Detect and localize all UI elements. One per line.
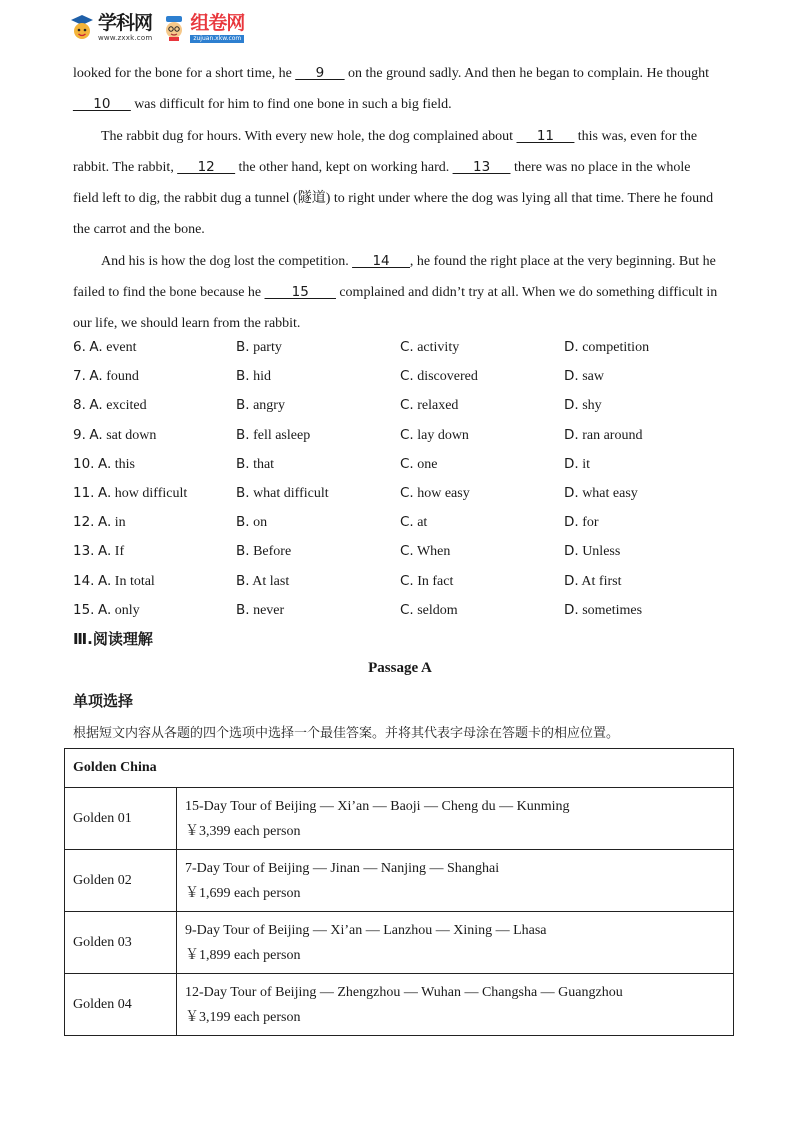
option-text: When (416, 544, 451, 560)
option-text: excited (106, 398, 147, 414)
option-a[interactable] (73, 508, 236, 537)
option-letter: B. (236, 339, 250, 355)
passage-text: there was no place in the whole (510, 159, 691, 175)
option-text: At last (252, 573, 290, 589)
option-text: party (253, 340, 282, 355)
option-letter: D. (564, 455, 579, 472)
tour-description (177, 850, 734, 912)
question-row (73, 596, 733, 625)
option-letter: B. (236, 601, 250, 618)
question-number: 13. (73, 543, 95, 560)
option-c[interactable] (400, 479, 564, 508)
tour-code: Golden 04 (65, 974, 177, 1036)
option-text: In fact (417, 573, 454, 589)
option-b[interactable] (236, 537, 400, 566)
option-text: At first (581, 573, 622, 589)
option-letter: C. (400, 572, 414, 589)
option-text: what difficult (253, 485, 329, 501)
option-text: how easy (417, 485, 470, 501)
passage-text: The rabbit dug for hours. With every new hole, the dog complained about (101, 128, 517, 144)
option-a[interactable] (73, 450, 236, 479)
option-text: what easy (582, 485, 638, 501)
zujuan-logo (162, 11, 245, 43)
option-b[interactable] (236, 450, 400, 479)
option-letter: D. (564, 368, 579, 385)
passage-text: this was, even for the (574, 128, 698, 144)
question-number: 7. (73, 368, 86, 385)
question-number: 12. (73, 514, 95, 531)
cloze-passage (73, 58, 733, 340)
tour-code: Golden 02 (65, 850, 177, 912)
question-number: 8. (73, 397, 86, 414)
passage-text: , he found the right place at the very beginning. But he (409, 253, 716, 269)
mascot-icon (70, 14, 94, 42)
option-c[interactable] (400, 537, 564, 566)
option-c[interactable] (400, 362, 564, 391)
tour-description (177, 974, 734, 1036)
section-title: Ⅲ.阅读理解 (73, 630, 153, 648)
passage-line (73, 152, 733, 183)
option-text: at (417, 515, 428, 531)
option-letter: D. (564, 397, 579, 414)
option-c[interactable] (400, 450, 564, 479)
passage-line (73, 89, 733, 120)
option-letter: A. (89, 339, 103, 355)
table-header-row (65, 749, 734, 788)
option-text: in (114, 515, 126, 531)
option-text: angry (253, 398, 285, 414)
option-a[interactable] (73, 479, 236, 508)
option-text: this (114, 456, 136, 472)
table-row (65, 850, 734, 912)
option-letter: B. (236, 484, 250, 501)
answer-blank: ___13___ (452, 158, 511, 175)
option-text: discovered (417, 369, 478, 385)
passage-text: the other hand, kept on working hard. (235, 159, 453, 175)
tour-code: Golden 01 (65, 788, 177, 850)
option-text: that (253, 456, 275, 472)
answer-blank: ___11___ (516, 127, 575, 144)
option-b[interactable] (236, 362, 400, 391)
question-options (73, 333, 733, 625)
option-d[interactable] (564, 421, 733, 450)
zxxk-logo-url: www.zxxk.com (98, 34, 153, 42)
passage-text: looked for the bone for a short time, he (73, 66, 296, 81)
passage-text: failed to find the bone because he (73, 285, 265, 301)
question-row (73, 567, 733, 596)
option-letter: A. (89, 397, 103, 414)
question-row (73, 333, 733, 362)
passage-text: And his is how the dog lost the competition. (101, 253, 353, 269)
question-row (73, 537, 733, 566)
option-text: found (106, 369, 139, 385)
question-row (73, 391, 733, 420)
option-text: activity (417, 340, 460, 355)
option-a[interactable] (73, 333, 236, 362)
tour-route: 15-Day Tour of Beijing — Xi’an — Baoji — Cheng du — Kunming (185, 798, 570, 814)
option-c[interactable] (400, 333, 564, 362)
option-b[interactable] (236, 508, 400, 537)
option-letter: A. (97, 514, 112, 531)
option-a[interactable] (73, 596, 236, 625)
option-letter: A. (97, 455, 112, 472)
passage-text: rabbit. The rabbit, (73, 159, 178, 175)
option-text: fell asleep (253, 427, 311, 443)
option-text: sometimes (582, 602, 643, 618)
question-number: 15. (73, 601, 95, 618)
tour-code: Golden 03 (65, 912, 177, 974)
option-d[interactable] (564, 567, 733, 596)
option-b[interactable] (236, 567, 400, 596)
option-text: competition (582, 340, 650, 355)
question-row (73, 362, 733, 391)
answer-blank: ___12___ (177, 158, 236, 175)
option-c[interactable] (400, 391, 564, 420)
option-d[interactable] (564, 333, 733, 362)
option-d[interactable] (564, 362, 733, 391)
tour-route: 9-Day Tour of Beijing — Xi’an — Lanzhou — Xining — Lhasa (185, 922, 547, 938)
option-letter: B. (236, 426, 250, 443)
option-text: it (582, 456, 590, 472)
passage-line (73, 214, 733, 245)
option-letter: B. (236, 572, 250, 589)
passage-text: the carrot and the bone. (73, 222, 205, 238)
option-a[interactable] (73, 391, 236, 420)
option-text: shy (582, 398, 602, 414)
option-text: lay down (417, 427, 469, 443)
passage-line (73, 121, 733, 152)
option-d[interactable] (564, 450, 733, 479)
question-number: 10. (73, 455, 95, 472)
option-a[interactable] (73, 537, 236, 566)
option-text: seldom (417, 602, 458, 618)
passage-line (73, 246, 733, 277)
question-row (73, 508, 733, 537)
option-letter: D. (564, 339, 579, 355)
zujuan-logo-url: zujuan.xkw.com (190, 35, 244, 43)
option-d[interactable] (564, 391, 733, 420)
question-row (73, 421, 733, 450)
option-d[interactable] (564, 508, 733, 537)
option-d[interactable] (564, 537, 733, 566)
tour-price: ￥1,899 each person (185, 947, 301, 963)
option-letter: C. (400, 543, 414, 560)
option-text: event (106, 340, 137, 355)
answer-blank: ____15____ (264, 284, 336, 301)
option-text: If (114, 544, 125, 560)
option-b[interactable] (236, 479, 400, 508)
option-letter: A. (97, 601, 112, 618)
passage-text: complained and didn’t try at all. When we do something difficult in (335, 285, 718, 301)
question-number: 14. (73, 572, 95, 589)
option-a[interactable] (73, 567, 236, 596)
table-row (65, 912, 734, 974)
option-letter: B. (236, 514, 250, 531)
option-text: ran around (582, 427, 643, 443)
option-letter: B. (236, 397, 250, 414)
passage-line (73, 277, 733, 308)
option-text: only (114, 602, 140, 618)
passage-text: our life, we should learn from the rabbit. (73, 316, 301, 332)
option-text: never (253, 602, 285, 618)
option-text: on (253, 515, 268, 531)
option-letter: C. (400, 426, 414, 443)
sub-title: 单项选择 (73, 692, 134, 710)
table-header: Golden China (65, 749, 734, 788)
option-c[interactable] (400, 421, 564, 450)
tour-price: ￥1,699 each person (185, 885, 301, 901)
passage-title: Passage A (368, 660, 432, 676)
passage-text: on the ground sadly. And then he began to complain. He thought (344, 66, 710, 81)
option-letter: D. (564, 514, 579, 531)
tour-route: 7-Day Tour of Beijing — Jinan — Nanjing — Shanghai (185, 860, 500, 876)
question-number: 6. (73, 339, 86, 355)
zxxk-logo-name: 学科网 (98, 12, 153, 34)
question-row (73, 450, 733, 479)
question-number: 9. (73, 426, 86, 443)
answer-blank: ___9___ (295, 65, 345, 81)
option-c[interactable] (400, 596, 564, 625)
option-letter: A. (97, 543, 112, 560)
tour-price: ￥3,199 each person (185, 1009, 301, 1025)
option-b[interactable] (236, 596, 400, 625)
option-letter: C. (400, 484, 414, 501)
option-text: how difficult (114, 485, 188, 501)
option-b[interactable] (236, 421, 400, 450)
option-d[interactable] (564, 479, 733, 508)
zujuan-logo-name: 组卷网 (190, 11, 245, 34)
tour-price: ￥3,399 each person (185, 823, 301, 839)
passage-text: field left to dig, the rabbit dug a tunnel (隧道) to right under where the dog was lying all that time. There he found (73, 191, 714, 207)
option-text: relaxed (417, 398, 459, 414)
option-text: Unless (582, 544, 621, 560)
option-text: Before (253, 544, 292, 560)
option-letter: A. (89, 426, 103, 443)
passage-line (73, 58, 733, 89)
question-row (73, 479, 733, 508)
option-text: one (417, 456, 438, 472)
table-row (65, 974, 734, 1036)
option-b[interactable] (236, 391, 400, 420)
option-a[interactable] (73, 421, 236, 450)
option-letter: C. (400, 368, 414, 385)
passage-text: was difficult for him to find one bone in such a big field. (130, 97, 452, 113)
option-letter: D. (564, 601, 579, 618)
option-letter: B. (236, 543, 250, 560)
option-letter: C. (400, 601, 414, 618)
zxxk-logo (70, 14, 152, 42)
passage-line (73, 183, 733, 214)
tour-description (177, 788, 734, 850)
option-c[interactable] (400, 567, 564, 596)
option-letter: B. (236, 368, 250, 385)
instruction-text: 根据短文内容从各题的四个选项中选择一个最佳答案。并将其代表字母涂在答题卡的相应位置。 (73, 726, 620, 741)
option-b[interactable] (236, 333, 400, 362)
answer-blank: ___14___ (352, 252, 410, 269)
option-text: saw (582, 369, 604, 385)
tour-table (64, 748, 734, 1036)
option-text: for (582, 515, 599, 531)
option-a[interactable] (73, 362, 236, 391)
option-text: In total (114, 573, 155, 589)
option-letter: C. (400, 339, 414, 355)
option-letter: C. (400, 455, 414, 472)
student-mascot-icon (162, 14, 186, 42)
option-letter: A. (97, 484, 112, 501)
question-number: 11. (73, 484, 95, 501)
option-letter: D. (564, 543, 579, 560)
tour-description (177, 912, 734, 974)
option-letter: D. (564, 484, 579, 501)
option-text: hid (253, 369, 271, 385)
table-row (65, 788, 734, 850)
tour-route: 12-Day Tour of Beijing — Zhengzhou — Wuhan — Changsha — Guangzhou (185, 984, 623, 1000)
option-letter: A. (89, 368, 103, 385)
option-letter: B. (236, 455, 250, 472)
option-letter: D. (564, 426, 579, 443)
option-letter: A. (97, 572, 112, 589)
page-header (70, 8, 244, 48)
option-letter: C. (400, 397, 414, 414)
option-text: sat down (106, 427, 157, 443)
option-d[interactable] (564, 596, 733, 625)
option-c[interactable] (400, 508, 564, 537)
answer-blank: ___10___ (73, 96, 131, 113)
option-letter: D. (564, 572, 579, 589)
option-letter: C. (400, 514, 414, 531)
